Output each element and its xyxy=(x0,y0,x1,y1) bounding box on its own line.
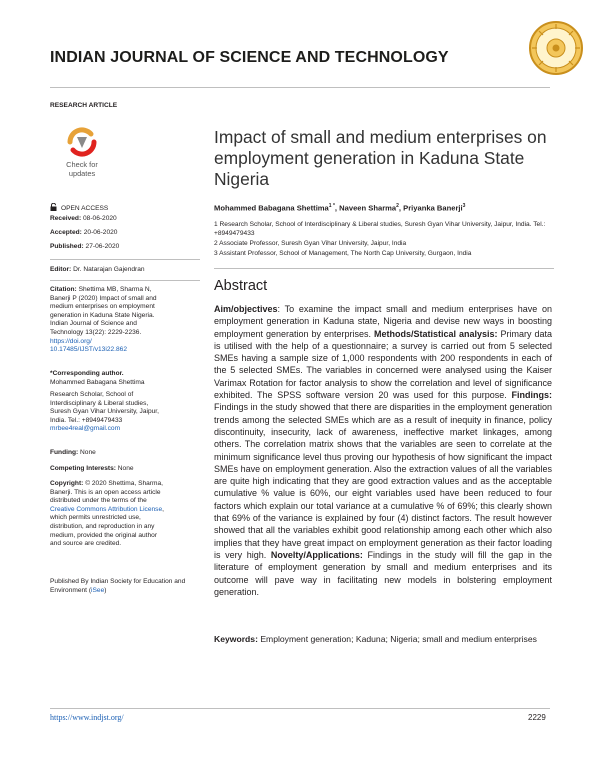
editor xyxy=(50,266,208,275)
published-label: Published: xyxy=(50,243,84,250)
abstract-rule xyxy=(214,268,554,269)
abstract-body xyxy=(214,303,552,598)
citation-doi-link[interactable]: https://doi.org/ 10.17485/IJST/v13i22.862 xyxy=(50,337,127,354)
editor-value: Dr. Natarajan Gajendran xyxy=(73,266,145,273)
header-rule xyxy=(50,87,550,88)
accepted-label: Accepted: xyxy=(50,229,82,236)
publisher-text: Published By Indian Society for Education and Environment ( xyxy=(50,578,186,594)
affiliation-1-text: Research Scholar, School of Interdisciplinary & Liberal studies, Suresh Gyan Vihar University, Jaipur, India. Tel.: +8949479433 xyxy=(214,221,546,237)
check-updates-label-2: updates xyxy=(68,169,96,178)
citation-text: Shettima MB, Sharma N, Banerji P (2020) Impact of small and medium enterprises on employment generation in Kaduna State Nigeria. Indian Journal of Science and Technology 13(22): 2229-2236. xyxy=(50,286,157,336)
competing-value: None xyxy=(117,465,134,472)
published-date xyxy=(50,243,208,252)
received-value: 08-06-2020 xyxy=(83,215,117,222)
journal-title: INDIAN JOURNAL OF SCIENCE AND TECHNOLOGY xyxy=(50,49,449,66)
affiliation-2-text: Associate Professor, Suresh Gyan Vihar University, Jaipur, India xyxy=(219,240,407,247)
novelty-label: Novelty/Applications: xyxy=(270,549,363,560)
funding xyxy=(50,449,208,458)
creative-commons-link[interactable]: Creative Commons Attribution License xyxy=(50,505,163,513)
received-date xyxy=(50,215,208,224)
journal-logo xyxy=(528,20,584,76)
methods-text: Primary data is utilised with the help of a questionnaire; a survey is carried out from 5 selected SMEs having a sample size of 1,000 respondents with 200 respondents in each of the 5 selected SMEs. The variables in concerned were analysed using the Kaiser Varimax Rotation for factor analysis to show the correlation and level of significance exhibited. The SPSS software version 20 was used for this purpose. xyxy=(214,328,552,401)
affiliation-2-num: 2 xyxy=(214,240,218,247)
corresponding-address-text: Research Scholar, School of Interdisciplinary & Liberal studies, Suresh Gyan Vihar University, Jaipur, India. Tel.: +8949479433 xyxy=(50,391,159,424)
author-1: Mohammed Babagana Shettima xyxy=(214,203,329,213)
copyright-label: Copyright: xyxy=(50,480,84,487)
author-2-sup: 2 xyxy=(396,203,399,209)
aim-text: : To examine the impact small and medium enterprises have on employment generation in Kaduna state, Nigeria and devise new ways in boosting employment generation by enterprises. xyxy=(214,304,552,339)
competing-label: Competing Interests: xyxy=(50,465,116,472)
open-access-label: OPEN ACCESS xyxy=(61,205,109,212)
novelty-text: Findings in the study will fill the gap in the literature of employment generation by small and medium enterprises and its outcome will pave way in facilitating new models in bolstering employment generation. xyxy=(214,549,552,597)
author-2: Naveen Sharma xyxy=(339,203,397,213)
page-number: 2229 xyxy=(528,713,546,722)
author-3-sup: 3 xyxy=(462,203,466,209)
affiliation-3-num: 3 xyxy=(214,250,218,257)
corresponding-name: Mohammed Babagana Shettima xyxy=(50,378,145,386)
abstract-heading: Abstract xyxy=(214,278,268,294)
copyright xyxy=(50,480,166,549)
author-3: Priyanka Banerji xyxy=(403,203,463,213)
abstract-paragraph xyxy=(214,303,552,598)
affiliation-2 xyxy=(214,240,554,249)
aim-label: Aim/objectives xyxy=(214,304,278,314)
corresponding-label: Corresponding author. xyxy=(52,370,124,377)
funding-label: Funding: xyxy=(50,449,79,456)
author-1-sup: 1 * xyxy=(328,203,335,209)
sidebar-rule-1 xyxy=(50,259,200,260)
author-list: Mohammed Babagana Shettima$^{1 *}$, Naveen Sharma$^2$, Priyanka Banerji$^3$ xyxy=(214,203,466,213)
published-value: 27-06-2020 xyxy=(85,243,120,250)
findings-text: Findings in the study showed that there are disparities in the employment generation trends among the selected SMEs which are as a result of inequity in finance, policy discontinuity, insecurity, lack of awareness, ineffective market linkages, among others. The correlation matrix shows that the variables are seen to correlate at the minimum significance level thus proving our hypothesis of how significant the impact SMEs have on employment generation. Also the extraction values of all the variables are quite high indicating that they are good extraction values and as the acceptable cumulative % value is 60%, our eight variables used have been reduced to four factors which explain our total variance at a cumulative % of 69%; this clearly shown that 69% of the variance is explained by four (4) distinct factors. The result however showed that all the variables exhibit good relationship among each other which also implies that they have great impact on employment generation as their factor loading is very high. xyxy=(214,402,552,560)
corresponding-address xyxy=(50,391,164,434)
article-type: RESEARCH ARTICLE xyxy=(50,102,118,109)
accepted-value: 20-06-2020 xyxy=(83,229,118,236)
citation-label: Citation: xyxy=(50,286,77,293)
open-access xyxy=(50,203,208,214)
accepted-date xyxy=(50,229,208,238)
methods-label: Methods/Statistical analysis: xyxy=(374,328,498,339)
findings-label: Findings: xyxy=(511,390,552,401)
competing-interests xyxy=(50,465,208,474)
keywords-text: Employment generation; Kaduna; Nigeria; small and medium enterprises xyxy=(260,634,537,644)
article-title: Impact of small and medium enterprises on employment generation in Kaduna State Nigeria xyxy=(214,127,547,189)
copyright-text-2: , which permits unrestricted use, distribution, and reproduction in any medium, provided the original author and source are credited. xyxy=(50,505,164,548)
check-for-updates-badge[interactable] xyxy=(60,126,104,182)
affiliation-3-text: Assistant Professor, School of Management, The North Cap University, Gurgaon, India xyxy=(219,250,472,257)
publisher-end: ) xyxy=(104,586,107,594)
footer-url-link[interactable]: https://www.indjst.org/ xyxy=(50,713,124,722)
editor-label: Editor: xyxy=(50,266,72,273)
keywords xyxy=(214,634,552,645)
citation xyxy=(50,286,162,355)
sidebar-rule-2 xyxy=(50,280,200,281)
publisher xyxy=(50,578,190,595)
affiliation-1 xyxy=(214,221,554,238)
corresponding-author: *Corresponding author. Mohammed Babagana Shettima xyxy=(50,370,145,386)
footer-rule xyxy=(50,708,550,709)
corresponding-email-link[interactable]: mrbee4real@gmail.com xyxy=(50,425,121,433)
received-label: Received: xyxy=(50,215,82,222)
open-access-lock-icon xyxy=(50,203,57,211)
check-updates-icon xyxy=(60,126,104,158)
keywords-label: Keywords: xyxy=(214,634,258,644)
isee-link[interactable]: iSee xyxy=(91,586,105,594)
funding-value: None xyxy=(80,449,96,456)
affiliation-3 xyxy=(214,250,554,259)
copyright-text: © 2020 Shettima, Sharma, Banerji. This is an open access article distributed under the terms of the xyxy=(50,480,163,505)
affiliation-1-num: 1 xyxy=(214,221,218,228)
check-updates-label-1: Check for xyxy=(66,160,98,169)
